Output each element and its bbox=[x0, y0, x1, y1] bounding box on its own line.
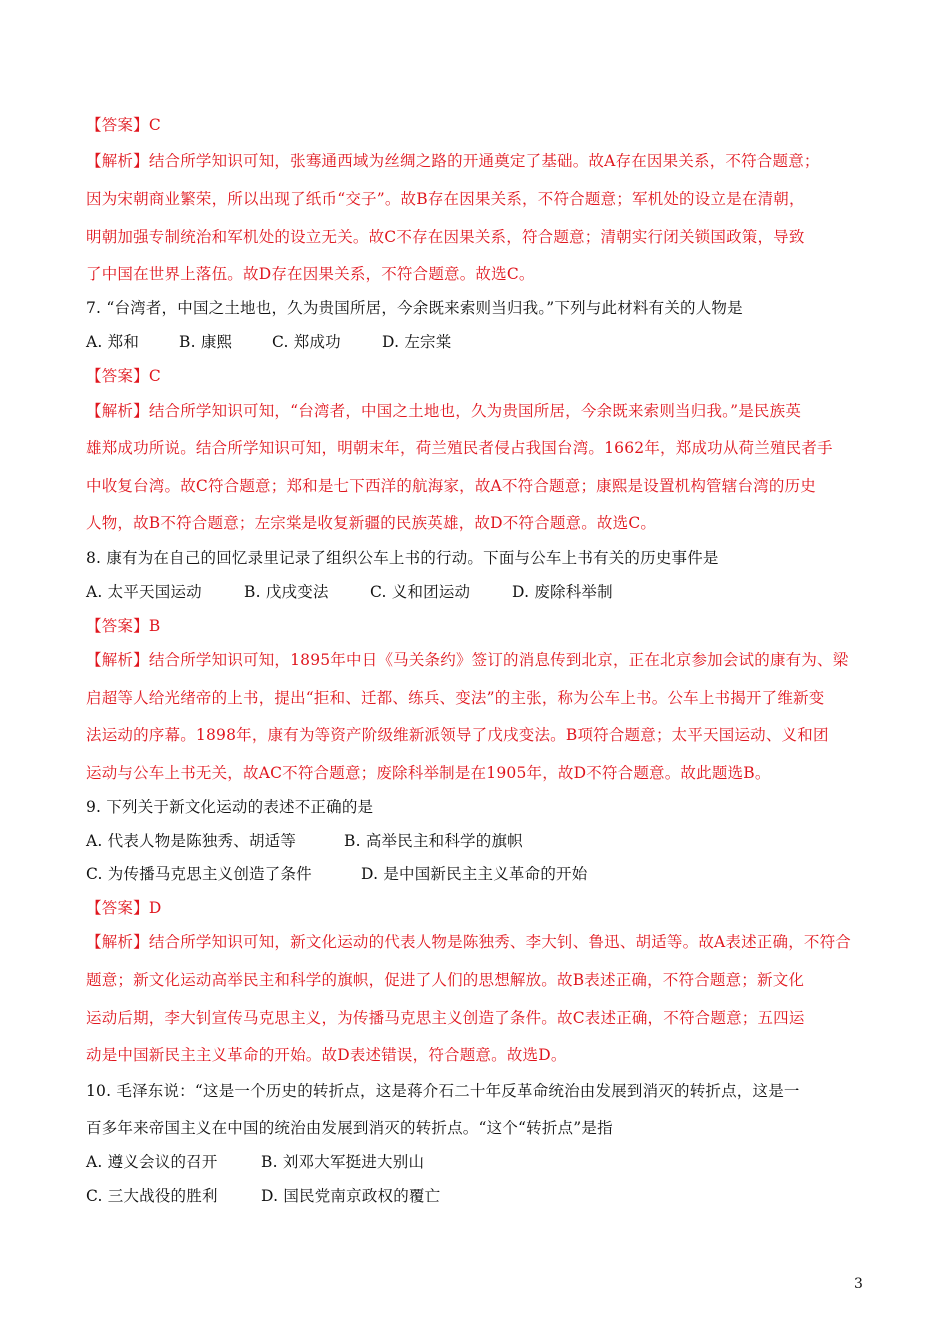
q9-answer bbox=[86, 897, 876, 919]
q9-analysis-line-1: 【解析】结合所学知识可知，新文化运动的代表人物是陈独秀、李大钊、鲁迅、胡适等。故A表述正确，不符合 bbox=[86, 933, 852, 951]
q8-analysis-line-4: 运动与公车上书无关，故AC不符合题意；废除科举制是在1905年，故D不符合题意。故此题选B。 bbox=[86, 764, 771, 782]
answer-tag: 【答案】 bbox=[86, 116, 149, 134]
q6-answer bbox=[86, 114, 876, 136]
option-b: B. 刘邓大军挺进大别山 bbox=[261, 1153, 425, 1171]
option-a: A. 郑和 bbox=[86, 333, 140, 351]
answer-value: B bbox=[148, 617, 161, 635]
q9-options-row-2 bbox=[86, 863, 876, 885]
analysis-tag: 【解析】 bbox=[86, 152, 149, 170]
q10-question-line-2: 百多年来帝国主义在中国的统治由发展到消灭的转折点。“这个“转折点”是指 bbox=[86, 1119, 613, 1137]
q6-analysis-line-1: 【解析】结合所学知识可知，张骞通西域为丝绸之路的开通奠定了基础。故A存在因果关系，不符合题意； bbox=[86, 152, 820, 170]
option-a: A. 太平天国运动 bbox=[86, 583, 202, 601]
q7-options bbox=[86, 331, 876, 353]
q9-analysis-line-4: 动是中国新民主主义革命的开始。故D表述错误，符合题意。故选D。 bbox=[86, 1046, 567, 1064]
q7-analysis-line-4: 人物，故B不符合题意；左宗棠是收复新疆的民族英雄，故D不符合题意。故选C。 bbox=[86, 514, 657, 532]
q6-analysis-line-2: 因为宋朝商业繁荣，所以出现了纸币“交子”。故B存在因果关系，不符合题意；军机处的设立是在清朝， bbox=[86, 190, 805, 208]
q8-analysis-line-1: 【解析】结合所学知识可知，1895年中日《马关条约》签订的消息传到北京，正在北京参加会试的康有为、梁 bbox=[86, 651, 849, 669]
option-d: D. 是中国新民主主义革命的开始 bbox=[361, 865, 588, 883]
q7-analysis-line-2: 雄郑成功所说。结合所学知识可知，明朝末年，荷兰殖民者侵占我国台湾。1662年，郑成功从荷兰殖民者手 bbox=[86, 439, 833, 457]
option-c: C. 义和团运动 bbox=[370, 583, 471, 601]
q8-question: 8. 康有为在自己的回忆录里记录了组织公车上书的行动。下面与公车上书有关的历史事件是 bbox=[86, 549, 719, 567]
option-b: B. 戊戌变法 bbox=[244, 583, 329, 601]
option-d: D. 国民党南京政权的覆亡 bbox=[261, 1187, 441, 1205]
option-c: C. 三大战役的胜利 bbox=[86, 1187, 218, 1205]
q6-analysis-line-3: 明朝加强专制统治和军机处的设立无关。故C不存在因果关系，符合题意；清朝实行闭关锁国政策，导致 bbox=[86, 228, 805, 246]
q8-analysis-line-3: 法运动的序幕。1898年，康有为等资产阶级维新派领导了戊戌变法。B项符合题意；太平天国运动、义和团 bbox=[86, 726, 829, 744]
q8-analysis-line-2: 启超等人给光绪帝的上书，提出“拒和、迁都、练兵、变法”的主张，称为公车上书。公车上书揭开了维新变 bbox=[86, 689, 825, 707]
q9-question: 9. 下列关于新文化运动的表述不正确的是 bbox=[86, 798, 374, 816]
answer-value: D bbox=[148, 899, 162, 917]
option-b: B. 康熙 bbox=[179, 333, 233, 351]
analysis-tag: 【解析】 bbox=[86, 651, 149, 669]
answer-value: C bbox=[148, 116, 161, 134]
page-number: 3 bbox=[854, 1276, 863, 1292]
q8-options bbox=[86, 581, 876, 603]
q10-question-line-1: 10. 毛泽东说：“这是一个历史的转折点，这是蒋介石二十年反革命统治由发展到消灭的转折点，这是一 bbox=[86, 1082, 800, 1100]
option-d: D. 废除科举制 bbox=[512, 583, 613, 601]
q10-options-row-1 bbox=[86, 1151, 876, 1173]
q9-analysis-line-3: 运动后期，李大钊宣传马克思主义，为传播马克思主义创造了条件。故C表述正确，不符合题意；五四运 bbox=[86, 1009, 805, 1027]
q9-options-row-1 bbox=[86, 830, 876, 852]
answer-tag: 【答案】 bbox=[86, 899, 149, 917]
q8-answer bbox=[86, 615, 876, 637]
q7-question: 7. “台湾者，中国之土地也，久为贵国所居，今余既来索则当归我。”下列与此材料有关的人物是 bbox=[86, 299, 743, 317]
answer-value: C bbox=[148, 367, 161, 385]
q7-answer bbox=[86, 365, 876, 387]
q10-options-row-2 bbox=[86, 1185, 876, 1207]
answer-tag: 【答案】 bbox=[86, 617, 149, 635]
q9-analysis-line-2: 题意；新文化运动高举民主和科学的旗帜，促进了人们的思想解放。故B表述正确，不符合题意；新文化 bbox=[86, 971, 805, 989]
analysis-tag: 【解析】 bbox=[86, 402, 149, 420]
q7-analysis-line-1: 【解析】结合所学知识可知，“台湾者，中国之土地也，久为贵国所居，今余既来索则当归我。”是民族英 bbox=[86, 402, 802, 420]
option-a: A. 代表人物是陈独秀、胡适等 bbox=[86, 832, 297, 850]
option-d: D. 左宗棠 bbox=[382, 333, 452, 351]
option-c: C. 为传播马克思主义创造了条件 bbox=[86, 865, 312, 883]
q7-analysis-line-3: 中收复台湾。故C符合题意；郑和是七下西洋的航海家，故A不符合题意；康熙是设置机构管辖台湾的历史 bbox=[86, 477, 816, 495]
option-c: C. 郑成功 bbox=[272, 333, 341, 351]
answer-tag: 【答案】 bbox=[86, 367, 149, 385]
q6-analysis-line-4: 了中国在世界上落伍。故D存在因果关系，不符合题意。故选C。 bbox=[86, 265, 535, 283]
analysis-tag: 【解析】 bbox=[86, 933, 149, 951]
option-a: A. 遵义会议的召开 bbox=[86, 1153, 218, 1171]
option-b: B. 高举民主和科学的旗帜 bbox=[344, 832, 523, 850]
